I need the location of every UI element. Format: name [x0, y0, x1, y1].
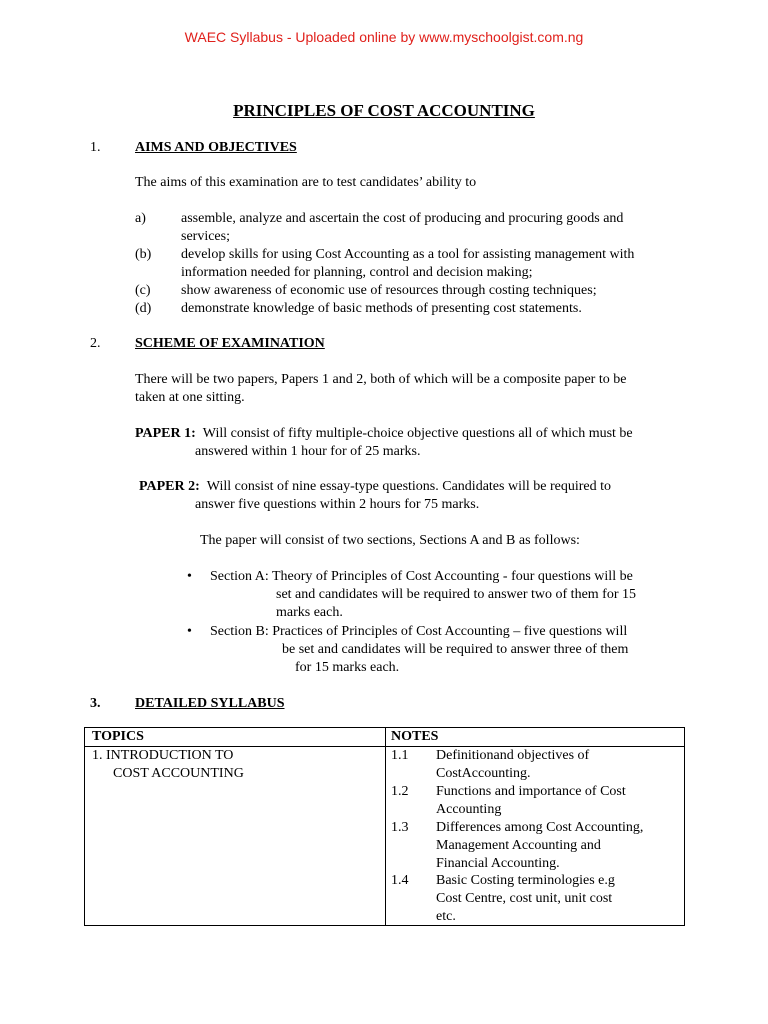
- syllabus-table: [84, 727, 685, 926]
- aim-item-line: assemble, analyze and ascertain the cost of producing and procuring goods and: [181, 211, 624, 226]
- bullet-dot: •: [187, 569, 192, 584]
- aim-item-key: (b): [135, 247, 152, 262]
- site-header-text: WAEC Syllabus - Uploaded online by www.myschoolgist.com.ng: [184, 29, 584, 45]
- aim-item-line: develop skills for using Cost Accounting as a tool for assisting management with: [181, 247, 635, 262]
- aims-intro: The aims of this examination are to test candidates’ ability to: [135, 175, 477, 190]
- section-b-line: for 15 marks each.: [295, 660, 400, 675]
- aim-item-key: (c): [135, 283, 151, 298]
- section-a-line: marks each.: [276, 605, 343, 620]
- note-line: CostAccounting.: [436, 766, 531, 781]
- aim-item-line: information needed for planning, control and decision making;: [181, 265, 533, 280]
- paper2-line: answer five questions within 2 hours for 75 marks.: [195, 497, 480, 512]
- note-line: Functions and importance of Cost: [436, 784, 626, 799]
- section-heading-syllabus: DETAILED SYLLABUS: [135, 696, 285, 711]
- note-line: etc.: [436, 909, 456, 924]
- paper2-label: PAPER 2:: [139, 479, 200, 494]
- document-title: PRINCIPLES OF COST ACCOUNTING: [233, 101, 535, 120]
- section-heading-aims: AIMS AND OBJECTIVES: [135, 140, 297, 155]
- section-b-line: Section B: Practices of Principles of Cost Accounting – five questions will: [210, 624, 628, 639]
- scheme-intro-line: There will be two papers, Papers 1 and 2, both of which will be a composite paper to be: [135, 372, 627, 387]
- paper1-paragraph: [135, 425, 633, 443]
- paper2-paragraph: [139, 478, 611, 496]
- note-line: Financial Accounting.: [436, 856, 560, 871]
- aim-item-line: show awareness of economic use of resources through costing techniques;: [181, 283, 597, 298]
- sections-intro: The paper will consist of two sections, Sections A and B as follows:: [200, 533, 580, 548]
- note-number: 1.3: [391, 820, 409, 835]
- aim-item-line: services;: [181, 229, 230, 244]
- section-b-line: be set and candidates will be required to answer three of them: [282, 642, 629, 657]
- aim-item-key: (d): [135, 301, 152, 316]
- note-line: Management Accounting and: [436, 838, 601, 853]
- paper1-line: answered within 1 hour for of 25 marks.: [195, 444, 421, 459]
- table-header-notes: NOTES: [391, 729, 439, 744]
- section-a-line: set and candidates will be required to answer two of them for 15: [276, 587, 637, 602]
- topic-line: COST ACCOUNTING: [113, 766, 244, 781]
- note-number: 1.2: [391, 784, 409, 799]
- note-number: 1.1: [391, 748, 409, 763]
- section-number: 3.: [90, 696, 101, 711]
- section-a-line: Section A: Theory of Principles of Cost Accounting - four questions will be: [210, 569, 633, 584]
- paper1-line: Will consist of fifty multiple-choice objective questions all of which must be: [202, 426, 633, 441]
- note-line: Differences among Cost Accounting,: [436, 820, 644, 835]
- scheme-intro-line: taken at one sitting.: [135, 390, 245, 405]
- section-heading-scheme: SCHEME OF EXAMINATION: [135, 336, 325, 351]
- bullet-dot: •: [187, 624, 192, 639]
- note-number: 1.4: [391, 873, 409, 888]
- table-column-divider: [385, 728, 386, 925]
- note-line: Accounting: [436, 802, 502, 817]
- note-line: Cost Centre, cost unit, unit cost: [436, 891, 613, 906]
- section-number: 2.: [90, 336, 101, 351]
- paper2-line: Will consist of nine essay-type questions. Candidates will be required to: [206, 479, 611, 494]
- aim-item-key: a): [135, 211, 146, 226]
- table-header-topics: TOPICS: [92, 729, 144, 744]
- section-number: 1.: [90, 140, 101, 155]
- note-line: Definitionand objectives of: [436, 748, 590, 763]
- note-line: Basic Costing terminologies e.g: [436, 873, 615, 888]
- aim-item-line: demonstrate knowledge of basic methods of presenting cost statements.: [181, 301, 582, 316]
- paper1-label: PAPER 1:: [135, 426, 196, 441]
- topic-line: 1. INTRODUCTION TO: [92, 748, 234, 763]
